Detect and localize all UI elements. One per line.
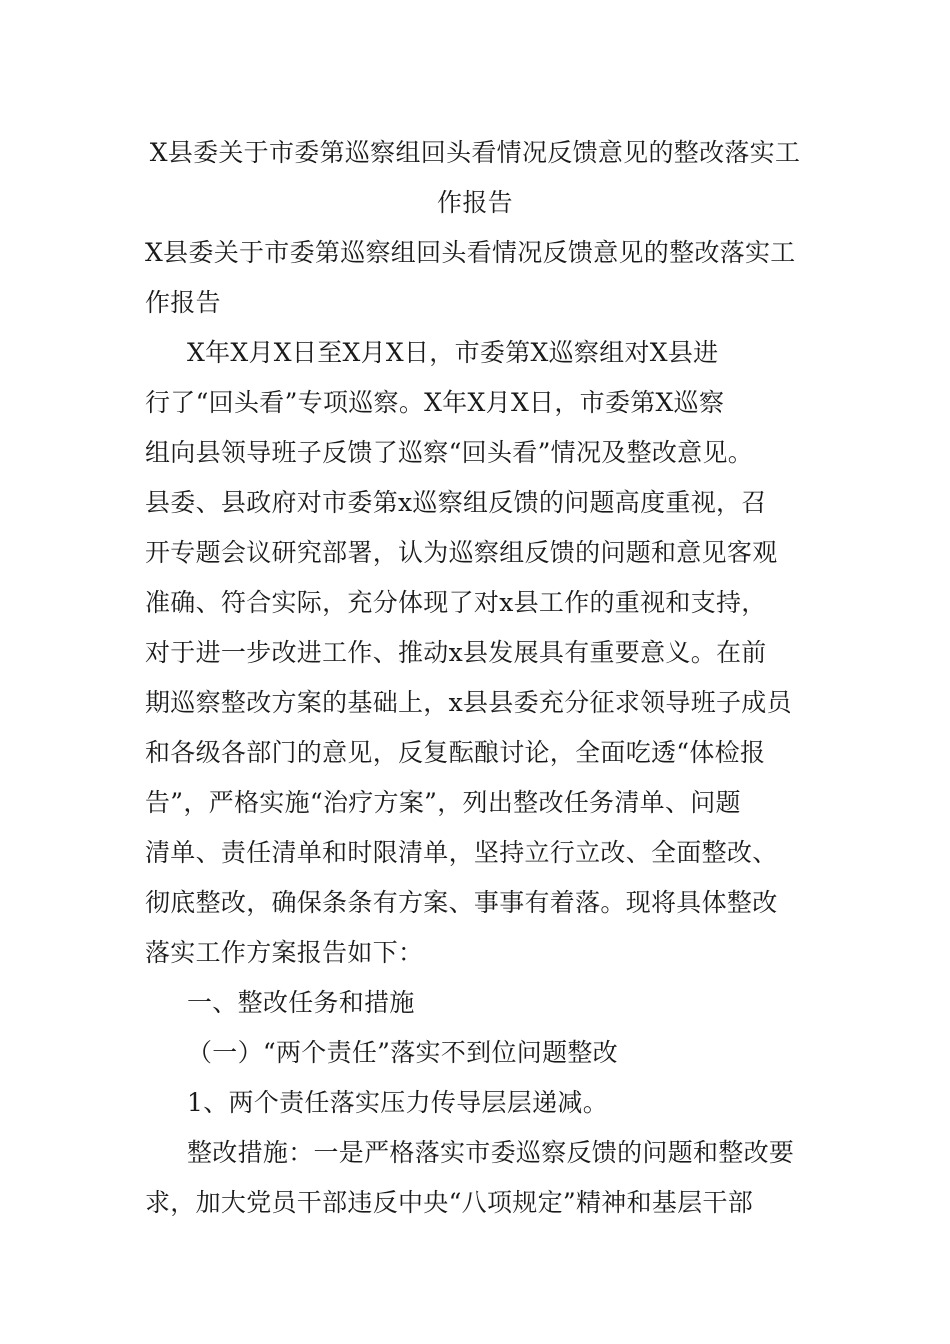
intro-line: 和各级各部门的意见，反复酝酿讨论，全面吃透“体检报 — [145, 738, 766, 767]
intro-line: 彻底整改，确保条条有方案、事事有着落。现将具体整改 — [145, 888, 778, 917]
title-line-1: X县委关于市委第巡察组回头看情况反馈意见的整改落实工 — [149, 138, 801, 167]
intro-line: 准确、符合实际，充分体现了对x县工作的重视和支持， — [145, 588, 767, 617]
title-line-2: 作报告 — [437, 188, 513, 217]
intro-line: 县委、县政府对市委第x巡察组反馈的问题高度重视，召 — [145, 488, 767, 517]
intro-line: 告”，严格实施“治疗方案”，列出整改任务清单、问题 — [145, 788, 741, 817]
section-heading: 一、整改任务和措施 — [187, 988, 415, 1017]
intro-line: 组向县领导班子反馈了巡察“回头看”情况及整改意见。 — [145, 438, 754, 467]
subsection-heading: （一）“两个责任”落实不到位问题整改 — [187, 1038, 618, 1067]
intro-line: X年X月X日至X月X日，市委第X巡察组对X县进 — [187, 338, 719, 367]
measures-line: 整改措施：一是严格落实市委巡察反馈的问题和整改要 — [187, 1138, 795, 1167]
intro-line: 行了“回头看”专项巡察。X年X月X日，市委第X巡察 — [145, 388, 725, 417]
subtitle-line-2: 作报告 — [145, 288, 221, 317]
subtitle-line-1: X县委关于市委第巡察组回头看情况反馈意见的整改落实工 — [145, 238, 796, 267]
measures-line: 求，加大党员干部违反中央“八项规定”精神和基层干部 — [145, 1188, 754, 1217]
document-body — [145, 128, 805, 1228]
item-heading: 1、两个责任落实压力传导层层递减。 — [187, 1088, 609, 1117]
intro-line: 落实工作方案报告如下： — [145, 938, 424, 967]
intro-line: 对于进一步改进工作、推动x县发展具有重要意义。在前 — [145, 638, 767, 667]
intro-line: 期巡察整改方案的基础上，x县县委充分征求领导班子成员 — [145, 688, 792, 717]
intro-line: 开专题会议研究部署，认为巡察组反馈的问题和意见客观 — [145, 538, 778, 567]
intro-line: 清单、责任清单和时限清单，坚持立行立改、全面整改、 — [145, 838, 778, 867]
